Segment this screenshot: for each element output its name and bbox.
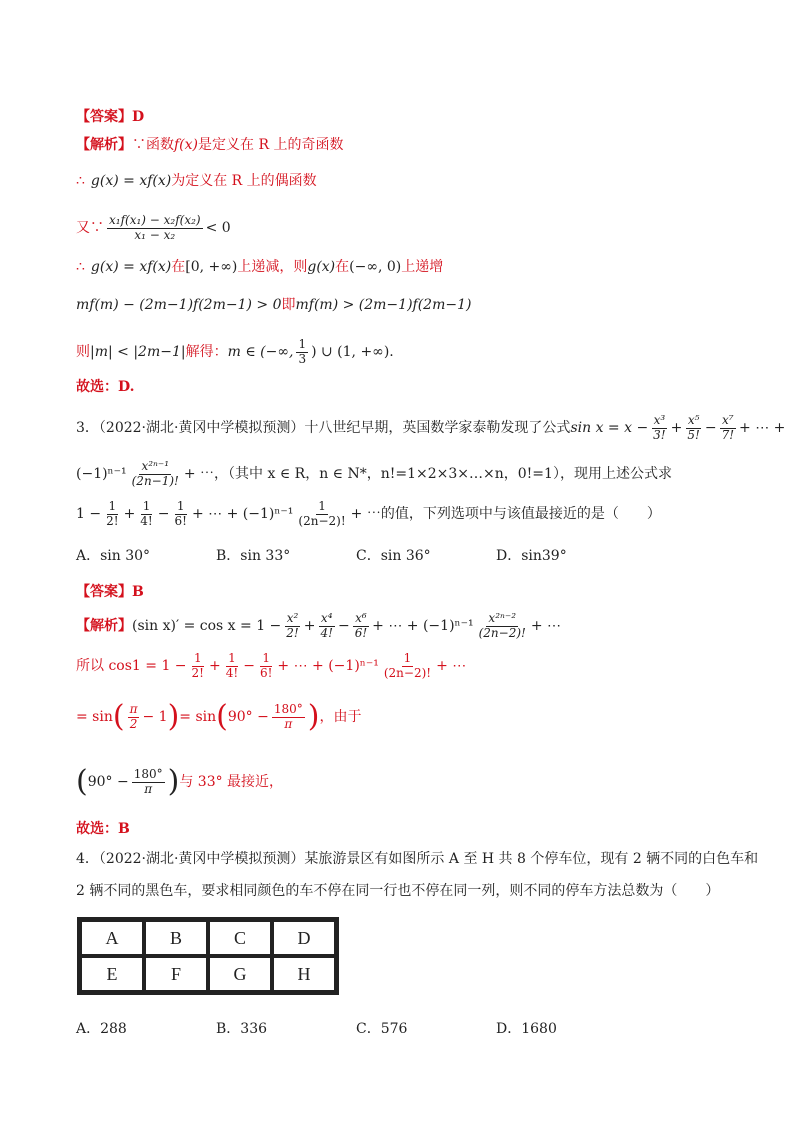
question-3-line-1: 3．（2022·湖北·黄冈中学模拟预测）十八世纪早期，英国数学家泰勒发现了公式 sin x = x − $\frac{\text{x³}}{3!}$ + $\frac{\text{x⁵}}{5!}$ − $\frac{\text{x⁷}}{7!}$ + ⋯ + bbox=[76, 412, 786, 442]
option-a: A．sin 30° bbox=[76, 548, 151, 564]
question-3-line-2: (−1)ⁿ⁻¹ $\frac{\text{x²ⁿ⁻¹}}{(2n-1)!}$ + ⋯，（其中 x ∈ R，n ∈ N*，n!=1×2×3×…×n，0!=1），现用上述公式求 bbox=[76, 458, 672, 488]
answer-line-1 bbox=[76, 110, 740, 124]
parking-spot: B bbox=[144, 920, 208, 956]
parking-spot: E bbox=[80, 956, 144, 992]
parking-spot: H bbox=[272, 956, 336, 992]
question-3-intro: 3．（2022·湖北·黄冈中学模拟预测）十八世纪早期，英国数学家泰勒发现了公式 bbox=[76, 420, 571, 436]
solution-2-line-3: = sin ( $\frac{\pi}{2}$ − 1 ) = sin ( 90° − $\frac{180^\circ}{\pi}$ ) ，由于 bbox=[76, 699, 362, 734]
answer-value: D bbox=[132, 109, 145, 125]
grid-row bbox=[80, 920, 336, 956]
solution-1-conclusion: 故选：D. bbox=[76, 379, 135, 395]
solution-label: 【解析】 bbox=[76, 618, 132, 634]
solution-1-line-3: 又∵ $\frac{\text{x₁f(x₁) − x₂f(x₂)}}{\text{x₁ − x₂}}$ < 0 bbox=[76, 212, 231, 242]
solution-1-line-4: ∴ g(x) = xf(x) 在 [0, +∞) 上递减，则 g(x) 在 (−∞, 0) 上递增 bbox=[76, 259, 444, 275]
parking-spot: A bbox=[80, 920, 144, 956]
question-4-line-1 bbox=[76, 851, 759, 867]
solution-1-line-6: 则 |m| < |2m−1| 解得： m ∈ (−∞, $\frac{1}{3}$ ) ∪ (1, +∞) . bbox=[76, 336, 394, 366]
parking-grid bbox=[77, 917, 339, 995]
solution-2-line-4: ( 90° − $\frac{180^\circ}{\pi}$ ) 与 33° 最接近， bbox=[76, 764, 284, 799]
option-b: B．336 bbox=[216, 1021, 268, 1037]
solution-2-line-1: 【解析】 (sin x)′ = cos x = 1 − $\frac{\text{x²}}{2!}$ + $\frac{\text{x⁴}}{4!}$ − $\frac{\text{x⁶}}{6!}$ + ⋯ + (−1)ⁿ⁻¹ $\frac{\text{x²ⁿ⁻²}}{(2n-2)!}$ + ⋯ bbox=[76, 610, 562, 640]
parking-spot: G bbox=[208, 956, 272, 992]
solution-2-conclusion: 故选：B bbox=[76, 821, 130, 837]
question-4-line-2: 2 辆不同的黑色车，要求相同颜色的车不停在同一行也不停在同一列，则不同的停车方法总数为（ ） bbox=[76, 883, 720, 899]
option-b: B．sin 33° bbox=[216, 548, 291, 564]
answer-line-2 bbox=[76, 585, 740, 599]
question-3-line-3: 1 − $\frac{1}{2!}$ + $\frac{1}{4!}$ − $\frac{1}{6!}$ + ⋯ + (−1)ⁿ⁻¹ $\frac{1}{(2n-2)!}$ + ⋯的值，下列选项中与该值最接近的是（ ） bbox=[76, 498, 661, 528]
answer-value: B bbox=[132, 584, 144, 600]
solution-1-line-2: ∴ g(x) = xf(x) 为定义在 R 上的偶函数 bbox=[76, 173, 317, 189]
question-4-options bbox=[76, 1018, 636, 1038]
answer-label: 【答案】 bbox=[76, 584, 132, 600]
answer-label: 【答案】 bbox=[76, 109, 132, 125]
option-d: D．sin39° bbox=[496, 548, 567, 564]
fraction: $\frac{\text{x₁f(x₁) − x₂f(x₂)}}{\text{x₁ − x₂}}$ bbox=[109, 212, 201, 242]
option-c: C．576 bbox=[356, 1021, 408, 1037]
grid-row bbox=[80, 956, 336, 992]
option-c: C．sin 36° bbox=[356, 548, 431, 564]
parking-spot: F bbox=[144, 956, 208, 992]
question-4-intro: 4．（2022·湖北·黄冈中学模拟预测）某旅游景区有如图所示 A 至 H 共 8 个停车位，现有 2 辆不同的白色车和 bbox=[76, 851, 759, 867]
solution-1-line-1: 【解析】 ∵函数 f(x) 是定义在 R 上的奇函数 bbox=[76, 137, 344, 153]
solution-label: 【解析】 bbox=[76, 137, 132, 153]
option-a: A．288 bbox=[76, 1021, 127, 1037]
option-d: D．1680 bbox=[496, 1021, 557, 1037]
fraction: $\frac{1}{3}$ bbox=[298, 336, 307, 366]
solution-1-line-5: mf(m) − (2m−1)f(2m−1) > 0 即 mf(m) > (2m−1)f(2m−1) bbox=[76, 297, 472, 313]
solution-2-line-2: 所以 cos1 = 1 − $\frac{1}{2!}$ + $\frac{1}{4!}$ − $\frac{1}{6!}$ + ⋯ + (−1)ⁿ⁻¹ $\frac{1}{(2n-2)!}$ + ⋯ bbox=[76, 650, 467, 680]
parking-spot: C bbox=[208, 920, 272, 956]
parking-spot: D bbox=[272, 920, 336, 956]
question-3-options bbox=[76, 545, 636, 565]
